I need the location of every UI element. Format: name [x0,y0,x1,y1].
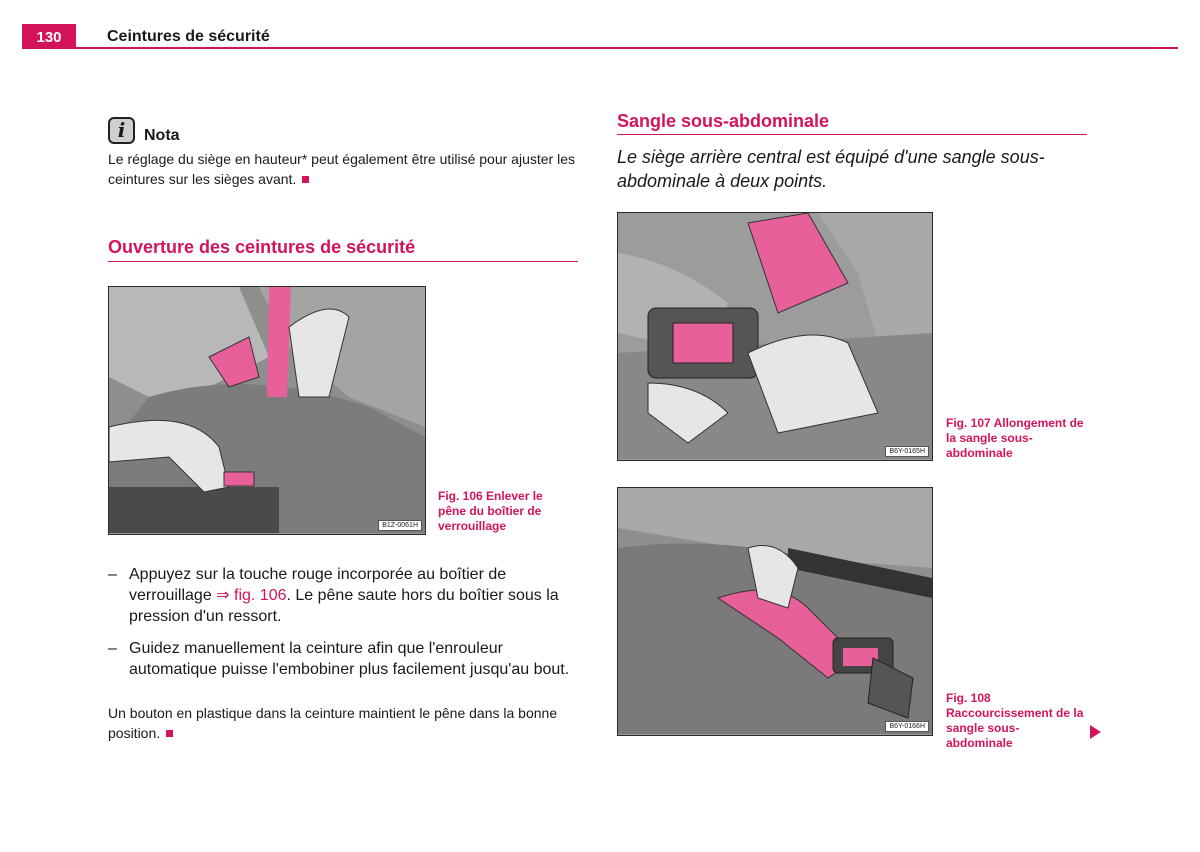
figure-107 [617,212,933,461]
figure-code: B1Z-0061H [378,520,422,531]
figure-code: B6Y-0166H [885,721,929,732]
figure-reference-link[interactable]: ⇒ fig. 106 [216,587,287,604]
note-text: Un bouton en plastique dans la ceinture maintient le pêne dans la bonne position. [108,705,558,741]
section-title-lap-belt: Sangle sous-abdominale [617,111,830,131]
figure-107-caption: Fig. 107 Allongement de la sangle sous-abdominale [946,416,1084,460]
list-item: – Appuyez sur la touche rouge incorporée au boîtier de verrouillage ⇒ fig. 106. Le pêne saute hors du boîtier sous la pression d'un ressort. [108,566,559,625]
section-intro: Le siège arrière central est équipé d'une sangle sous-abdominale à deux points. [617,147,1045,191]
nota-title: Nota [144,127,180,144]
figure-106 [108,286,426,535]
page-number: 130 [22,24,76,49]
end-marker [302,176,309,183]
figure-106-caption: Fig. 106 Enlever le pêne du boîtier de verrouillage [438,489,543,533]
section-rule [617,134,1087,135]
figure-108-caption: Fig. 108 Raccourcissement de la sangle sous-abdominale [946,691,1084,750]
figure-108 [617,487,933,736]
figure-108-illustration [618,488,932,734]
nota-text: Le réglage du siège en hauteur* peut également être utilisé pour ajuster les ceintures sur les sièges avant. [108,151,575,187]
section-rule [108,261,578,262]
end-marker [166,730,173,737]
chapter-title: Ceintures de sécurité [107,28,270,45]
header-rule [22,47,1178,49]
figure-code: B6Y-0165H [885,446,929,457]
figure-107-illustration [618,213,932,459]
section-title-opening: Ouverture des ceintures de sécurité [108,237,416,257]
info-icon: i [108,117,135,144]
figure-106-illustration [109,287,425,533]
arrow-right-icon[interactable] [1090,725,1101,739]
list-item: – Guidez manuellement la ceinture afin que l'enrouleur automatique puisse l'embobiner plus facilement jusqu'au bout. [108,640,570,678]
